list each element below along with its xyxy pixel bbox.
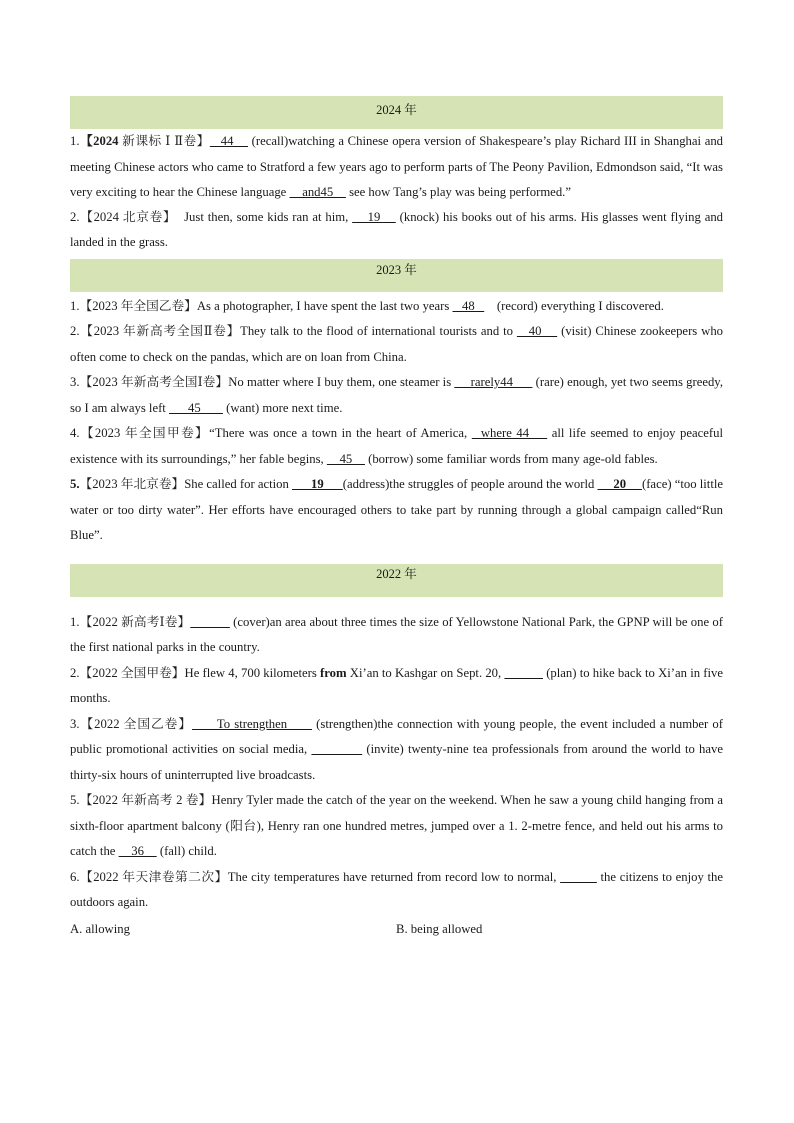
question-number: 4. [70,426,80,440]
question-number: 6. [70,869,80,884]
answer-blank: 36 [118,844,157,858]
answer-blank: 19 [352,209,396,224]
answer-blank [504,666,543,680]
answer-blank: 48 [452,298,485,313]
question-source: 【2023 年全国甲卷】 [79,426,210,440]
question-2024-1 [70,129,723,206]
question-2023-3 [70,370,723,421]
question-2022-6 [70,865,723,916]
question-source: 【2024 北京卷】 [79,209,177,224]
question-number: 5. [70,793,80,807]
answer-blank: rarely44 [454,375,533,389]
option-a: A. allowing [70,921,130,936]
question-2023-5 [70,472,723,549]
question-source: 【2022 年新高考 2 卷】 [79,793,212,807]
question-2023-4 [70,421,723,472]
question-source: 【2022 新高考Ⅰ卷】 [79,614,191,629]
question-source: 新课标 Ⅰ Ⅱ卷】 [118,134,210,148]
question-text: (recall)watching a Chinese opera version of Shakespeare’s play Richard III in Shanghai and meeting Chinese actors who came to Stratford a few years ago to perform parts of The Peony Pavilion, Edmondson said, “It was very exciting to hear the Chinese language [70,134,724,199]
question-source: 【2023 年新高考全国Ⅱ卷】 [79,324,241,338]
answer-blank: 19 [292,477,343,491]
question-text: (address)the struggles of people around the world [342,477,598,491]
answer-options [70,916,723,942]
question-text: (plan) to hike back to Xi’an in five months. [70,665,724,705]
question-number: 2. [70,665,80,680]
worksheet [70,96,723,942]
answer-blank: 20 [597,477,642,491]
question-text: (invite) twenty-nine tea professionals from around the world to have thirty-six hours of uninterrupted live broadcasts. [70,742,724,782]
section-heading-2024 [70,96,723,129]
question-number: 1. [70,614,80,629]
question-source: 【2023 年北京卷】 [79,477,185,491]
question-number: 2. [70,324,80,338]
question-number: 5. [70,477,80,491]
question-text: (rare) enough, yet two seems greedy, so I am always left [70,375,723,415]
question-text: (borrow) some familiar words from many age-old fables. [364,451,658,466]
question-number: 2. [70,209,80,224]
question-number: 1. [70,298,80,313]
bold-word: from [320,665,347,680]
question-text: (record) everything I discovered. [484,298,664,313]
question-text: He flew 4, 700 kilometers [184,665,321,680]
question-text: the citizens to enjoy the outdoors again. [70,869,724,909]
question-text: (visit) Chinese zookeepers who often come to check on the pandas, which are on loan from China. [70,324,724,364]
answer-blank [560,870,597,884]
question-2024-2 [70,205,723,256]
question-text: see how Tang’s play was being performed.” [345,185,571,199]
question-2023-2 [70,319,723,370]
year-heading: 2024 年 [376,103,417,117]
answer-blank: and45 [289,185,346,199]
question-2022-5 [70,788,723,865]
question-2022-3 [70,712,723,789]
question-text: (want) more next time. [222,400,343,415]
answer-blank: 45 [169,400,223,415]
question-text: No matter where I buy them, one steamer is [228,375,455,389]
question-source: 【2022 全国乙卷】 [79,716,193,731]
answer-blank: To strengthen [192,716,313,731]
section-heading-2023 [70,259,723,292]
answer-blank [311,742,362,756]
question-text: Henry Tyler made the catch of the year on the weekend. When he saw a young child hanging from a sixth-floor apartment balcony (阳台), Henry ran one hundred metres, jumped over a 1. 2-metre fence, and held out his arms to catch the [70,793,724,858]
question-text: The city temperatures have returned from record low to normal, [227,869,561,884]
question-source: 【2023 年新高考全国Ⅰ卷】 [79,375,229,389]
question-source: 【2022 全国甲卷】 [79,665,185,680]
answer-blank: 40 [516,324,558,338]
question-text: As a photographer, I have spent the last two years [196,298,453,313]
question-source: 【2022 年天津卷第二次】 [79,869,228,884]
question-text: (cover)an area about three times the size of Yellowstone National Park, the GPNP will be one of the first national parks in the country. [70,614,723,654]
question-2022-2 [70,661,723,712]
year-heading: 2022 年 [376,566,417,581]
question-text: all life seemed to enjoy peaceful existence with its surroundings,” her fable begins, [70,426,724,466]
question-text: “There was once a town in the heart of America, [209,426,472,440]
answer-blank: 45 [326,451,365,466]
question-number: 1. [70,134,80,148]
question-text: She called for action [184,477,293,491]
answer-blank: 44 [209,134,248,148]
question-text: (strengthen)the connection with young people, the event included a number of public promotional activities on social media, [70,716,724,756]
question-text: (fall) child. [156,844,217,858]
question-source: 【2023 年全国乙卷】 [79,298,197,313]
source-year: 【2024 [79,134,119,148]
question-text: They talk to the flood of international tourists and to [240,324,517,338]
option-b: B. being allowed [396,921,483,936]
question-number: 3. [70,716,80,731]
question-text: Just then, some kids ran at him, [176,209,353,224]
answer-blank: where 44 [471,426,548,440]
answer-blank [190,615,230,629]
question-text: Xi’an to Kashgar on Sept. 20, [346,665,505,680]
question-2023-1 [70,294,723,320]
year-heading: 2023 年 [376,262,417,277]
question-text: (knock) his books out of his arms. His glasses went flying and landed in the grass. [70,209,724,249]
question-text: (face) “too little water or too dirty water”. Her efforts have encouraged others to take part by running through a global campaign called“Run Blue”. [70,477,724,542]
section-heading-2022 [70,564,723,597]
question-number: 3. [70,375,80,389]
question-2022-1 [70,610,723,661]
